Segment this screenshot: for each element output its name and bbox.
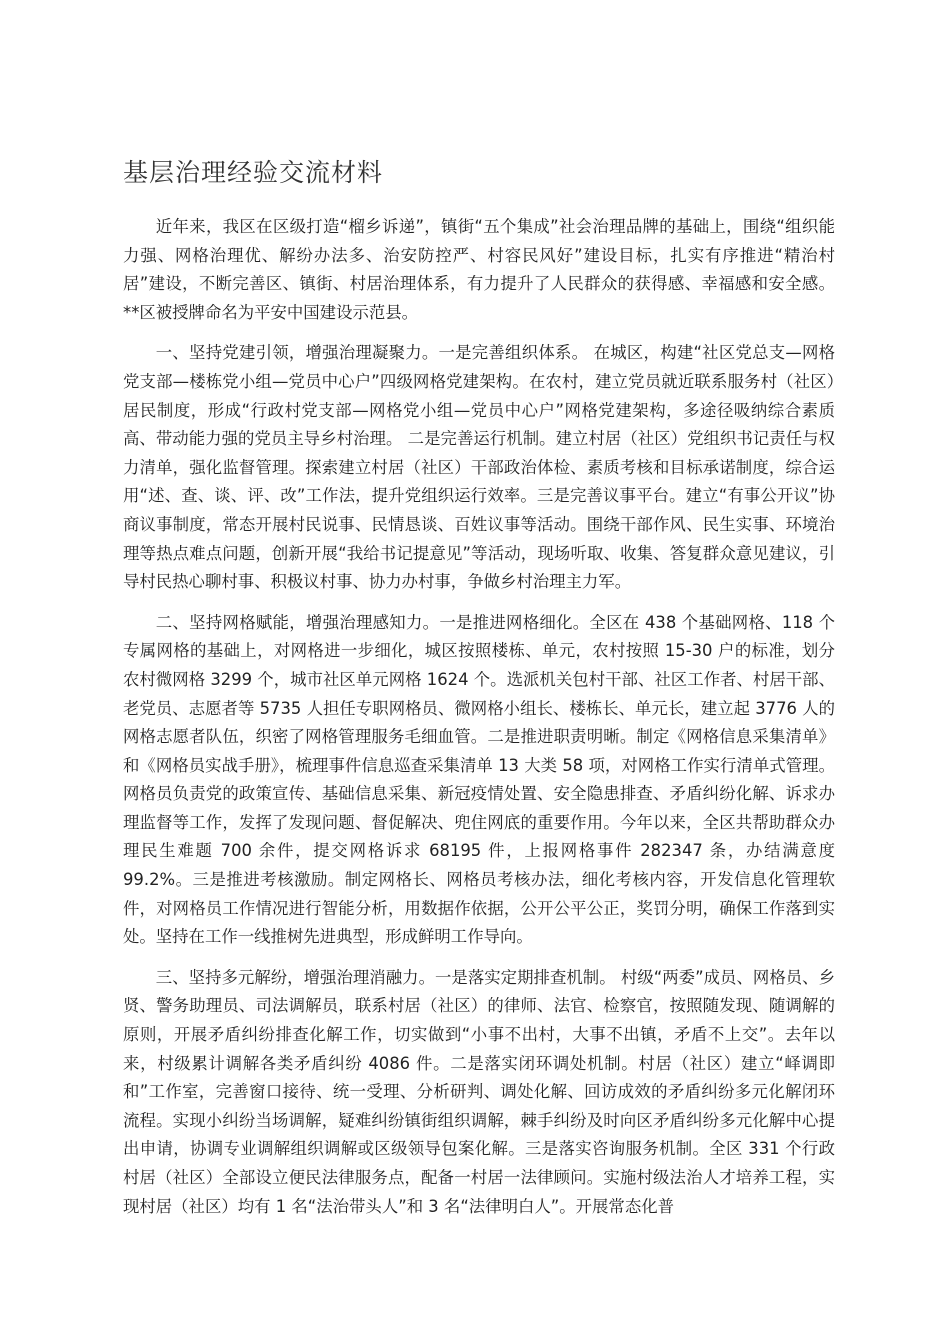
- document-title: 基层治理经验交流材料: [123, 158, 384, 187]
- paragraph-section-1: 一、坚持党建引领，增强治理凝聚力。一是完善组织体系。 在城区，构建“社区党总支—网格党支部—楼栋党小组—党员中心户”四级网格党建架构。在农村，建立党员就近联系服务村（社区）居民制度，形成“行政村党支部—网格党小组—党员中心户”网格党建架构，多途径吸纳综合素质高、带动能力强的党员主导乡村治理。 二是完善运行机制。建立村居（社区）党组织书记责任与权力清单，强化监督管理。探索建立村居（社区）干部政治体检、素质考核和目标承诺制度，综合运用“述、查、谈、评、改”工作法，提升党组织运行效率。三是完善议事平台。建立“有事公开议”协商议事制度，常态开展村民说事、民情恳谈、百姓议事等活动。围绕干部作风、民生实事、环境治理等热点难点问题，创新开展“我给书记提意见”等活动，现场听取、收集、答复群众意见建议，引导村民热心聊村事、积极议村事、协力办村事，争做乡村治理主力军。: [123, 343, 835, 592]
- paragraph-intro: 近年来，我区在区级打造“榴乡诉递”，镇街“五个集成”社会治理品牌的基础上，围绕“组织能力强、网格治理优、解纷办法多、治安防控严、村容民风好”建设目标，扎实有序推进“精治村居”建设，不断完善区、镇街、村居治理体系，有力提升了人民群众的获得感、幸福感和安全感。**区被授牌命名为平安中国建设示范县。: [123, 217, 835, 322]
- document-page: [123, 153, 835, 1233]
- paragraph-section-3: 三、坚持多元解纷，增强治理消融力。一是落实定期排查机制。 村级“两委”成员、网格员、乡贤、警务助理员、司法调解员，联系村居（社区）的律师、法官、检察官，按照随发现、随调解的原则，开展矛盾纠纷排查化解工作，切实做到“小事不出村，大事不出镇，矛盾不上交”。去年以来，村级累计调解各类矛盾纠纷 4086 件。二是落实闭环调处机制。村居（社区）建立“峄调即和”工作室，完善窗口接待、统一受理、分析研判、调处化解、回访成效的矛盾纠纷多元化解闭环流程。实现小纠纷当场调解，疑难纠纷镇街组织调解，棘手纠纷及时向区矛盾纠纷多元化解中心提出申请，协调专业调解组织调解或区级领导包案化解。三是落实咨询服务机制。全区 331 个行政村居（社区）全部设立便民法律服务点，配备一村居一法律顾问。实施村级法治人才培养工程，实现村居（社区）均有 1 名“法治带头人”和 3 名“法律明白人”。开展常态化普: [123, 967, 835, 1216]
- paragraph-section-2: 二、坚持网格赋能，增强治理感知力。一是推进网格细化。全区在 438 个基础网格、118 个专属网格的基础上，对网格进一步细化，城区按照楼栋、单元，农村按照 15-30 户的标准，划分农村微网格 3299 个，城市社区单元网格 1624 个。选派机关包村干部、社区工作者、村居干部、老党员、志愿者等 5735 人担任专职网格员、微网格小组长、楼栋长、单元长，建立起 3776 人的网格志愿者队伍，织密了网格管理服务毛细血管。二是推进职责明晰。制定《网格信息采集清单》和《网格员实战手册》，梳理事件信息巡查采集清单 13 大类 58 项，对网格工作实行清单式管理。网格员负责党的政策宣传、基础信息采集、新冠疫情处置、安全隐患排查、矛盾纠纷化解、诉求办理监督等工作，发挥了发现问题、督促解决、兜住网底的重要作用。今年以来，全区共帮助群众办理民生难题 700 余件，提交网格诉求 68195 件，上报网格事件 282347 条，办结满意度 99.2%。三是推进考核激励。制定网格长、网格员考核办法，细化考核内容，开发信息化管理软件，对网格员工作情况进行智能分析，用数据作依据，公开公平公正，奖罚分明，确保工作落到实处。坚持在工作一线推树先进典型，形成鲜明工作导向。: [123, 612, 835, 947]
